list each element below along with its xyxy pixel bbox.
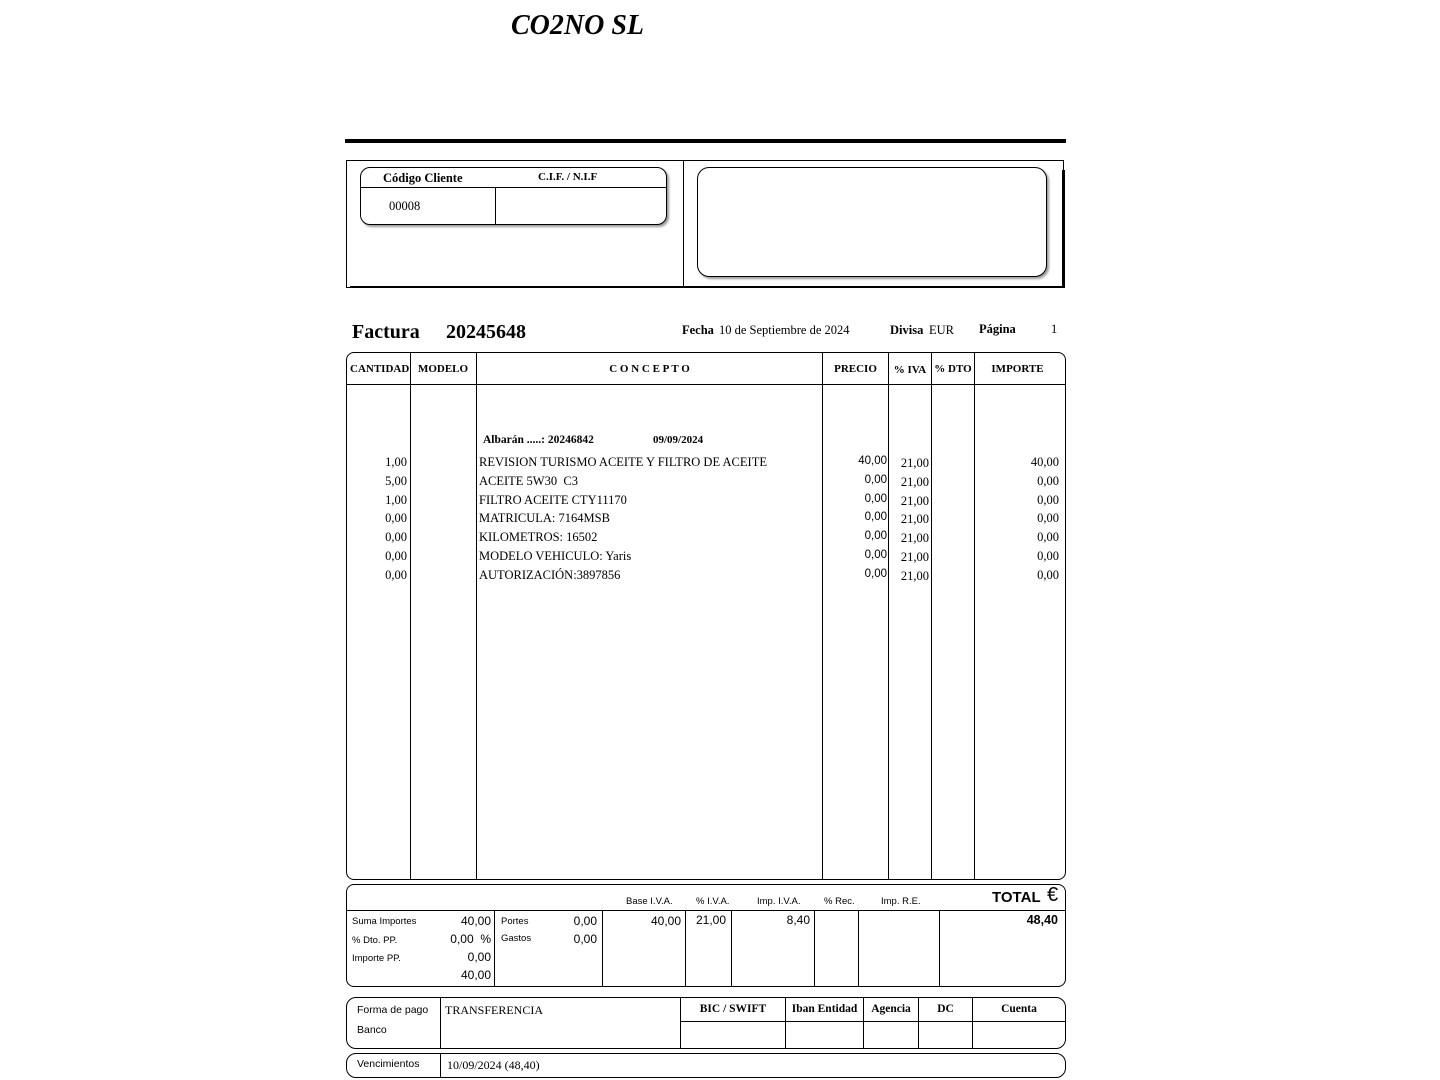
row-iva: 21,00 bbox=[900, 550, 929, 564]
imp-iva-label: Imp. I.V.A. bbox=[757, 896, 801, 907]
client-code-label: Código Cliente bbox=[383, 171, 463, 185]
date-label: Fecha bbox=[682, 323, 714, 337]
row-price: 0,00 bbox=[864, 474, 887, 486]
row-amount: 0,00 bbox=[1037, 511, 1059, 525]
row-amount: 0,00 bbox=[1037, 549, 1059, 563]
client-code-vdivider bbox=[495, 187, 496, 224]
date-value: 10 de Septiembre de 2024 bbox=[719, 323, 850, 337]
invoice-label: Factura bbox=[352, 321, 420, 343]
row-concept: ACEITE 5W30 C3 bbox=[479, 474, 578, 488]
dto-label: % Dto. PP. bbox=[352, 935, 398, 946]
row-iva: 21,00 bbox=[900, 569, 929, 583]
row-qty: 0,00 bbox=[385, 511, 407, 525]
items-table bbox=[346, 352, 1066, 880]
row-price: 0,00 bbox=[864, 530, 887, 542]
albaran-date: 09/09/2024 bbox=[653, 434, 704, 446]
client-section-divider bbox=[683, 160, 684, 288]
gastos-label: Gastos bbox=[501, 933, 532, 944]
row-price: 0,00 bbox=[864, 511, 887, 523]
client-code-divider bbox=[361, 187, 666, 188]
pct-iva-label: % I.V.A. bbox=[696, 896, 730, 907]
euro-icon: € bbox=[1047, 884, 1059, 906]
subtotal-value: 40,00 bbox=[460, 968, 491, 982]
forma-pago-value: TRANSFERENCIA bbox=[445, 1003, 544, 1017]
row-concept: REVISION TURISMO ACEITE Y FILTRO DE ACEITE bbox=[479, 455, 767, 469]
row-iva: 21,00 bbox=[900, 494, 929, 508]
vencimientos-label: Vencimientos bbox=[357, 1058, 420, 1070]
totals-divider-2 bbox=[602, 911, 603, 986]
address-box bbox=[697, 167, 1047, 277]
client-code-value: 00008 bbox=[389, 199, 421, 213]
row-iva: 21,00 bbox=[900, 531, 929, 545]
header-concepto: C O N C E P T O bbox=[609, 363, 690, 375]
row-iva: 21,00 bbox=[900, 512, 929, 526]
row-iva: 21,00 bbox=[900, 475, 929, 489]
header-iva: % IVA bbox=[893, 364, 927, 376]
imp-pp-label: Importe PP. bbox=[352, 953, 401, 964]
row-qty: 1,00 bbox=[385, 455, 407, 469]
base-iva-label: Base I.V.A. bbox=[626, 896, 673, 907]
row-concept: AUTORIZACIÓN:3897856 bbox=[479, 568, 621, 582]
totals-divider-1 bbox=[494, 911, 495, 986]
row-concept: MODELO VEHICULO: Yaris bbox=[479, 549, 632, 563]
gastos-value: 0,00 bbox=[573, 932, 597, 946]
portes-label: Portes bbox=[501, 916, 529, 927]
row-concept: MATRICULA: 7164MSB bbox=[479, 511, 610, 525]
header-modelo: MODELO bbox=[417, 363, 469, 375]
vencimientos-divider bbox=[440, 1054, 441, 1077]
company-name: CO2NO SL bbox=[511, 10, 645, 41]
dto-value: 0,00 % bbox=[450, 932, 491, 946]
row-amount: 40,00 bbox=[1030, 455, 1059, 469]
row-amount: 0,00 bbox=[1037, 474, 1059, 488]
imp-re-label: Imp. R.E. bbox=[881, 896, 921, 907]
agencia-label: Agencia bbox=[871, 1003, 911, 1015]
bic-label: BIC / SWIFT bbox=[699, 1003, 767, 1015]
total-value: 48,40 bbox=[1026, 913, 1058, 927]
iban-label: Iban Entidad bbox=[791, 1003, 858, 1015]
col-divider-6 bbox=[974, 353, 975, 879]
payment-divider-1 bbox=[440, 998, 441, 1048]
portes-value: 0,00 bbox=[573, 914, 597, 928]
invoice-number: 20245648 bbox=[446, 321, 526, 343]
imp-pp-value: 0,00 bbox=[467, 950, 491, 964]
bank-header-divider bbox=[680, 1021, 1065, 1022]
col-divider-3 bbox=[822, 353, 823, 879]
forma-pago-label: Forma de pago bbox=[357, 1004, 429, 1016]
row-qty: 0,00 bbox=[385, 530, 407, 544]
row-qty: 0,00 bbox=[385, 549, 407, 563]
suma-value: 40,00 bbox=[460, 914, 491, 928]
cuenta-label: Cuenta bbox=[1001, 1003, 1037, 1015]
totals-divider-7 bbox=[939, 911, 940, 986]
total-label: TOTAL bbox=[992, 889, 1041, 906]
vencimientos-value: 10/09/2024 (48,40) bbox=[447, 1058, 540, 1072]
col-divider-4 bbox=[888, 353, 889, 879]
client-section-shadow bbox=[1062, 170, 1065, 288]
totals-divider-4 bbox=[731, 911, 732, 986]
row-price: 40,00 bbox=[858, 455, 887, 467]
col-divider-2 bbox=[476, 353, 477, 879]
col-divider-1 bbox=[410, 353, 411, 879]
col-divider-5 bbox=[931, 353, 932, 879]
page-value: 1 bbox=[1051, 322, 1058, 336]
row-price: 0,00 bbox=[864, 493, 887, 505]
page-label: Página bbox=[979, 322, 1016, 336]
header-importe: IMPORTE bbox=[991, 363, 1044, 375]
row-qty: 0,00 bbox=[385, 568, 407, 582]
base-iva-value: 40,00 bbox=[650, 914, 681, 928]
totals-header-divider bbox=[347, 910, 1065, 911]
currency-label: Divisa bbox=[890, 323, 924, 337]
row-concept: FILTRO ACEITE CTY11170 bbox=[479, 493, 627, 507]
header-cantidad: CANTIDAD bbox=[350, 363, 410, 375]
row-price: 0,00 bbox=[864, 549, 887, 561]
banco-label: Banco bbox=[357, 1024, 387, 1036]
row-qty: 1,00 bbox=[385, 493, 407, 507]
imp-iva-value: 8,40 bbox=[786, 913, 810, 927]
totals-divider-6 bbox=[858, 911, 859, 986]
row-concept: KILOMETROS: 16502 bbox=[479, 530, 598, 544]
row-amount: 0,00 bbox=[1037, 530, 1059, 544]
row-amount: 0,00 bbox=[1037, 568, 1059, 582]
client-section-shadow-bottom bbox=[350, 286, 1065, 288]
totals-divider-3 bbox=[685, 911, 686, 986]
header-separator bbox=[345, 139, 1066, 143]
currency-value: EUR bbox=[929, 323, 954, 337]
cif-label: C.I.F. / N.I.F bbox=[538, 171, 598, 183]
pct-rec-label: % Rec. bbox=[824, 896, 855, 907]
row-price: 0,00 bbox=[864, 568, 887, 580]
albaran-label: Albarán .....: 20246842 bbox=[483, 434, 594, 446]
row-iva: 21,00 bbox=[900, 456, 929, 470]
pct-iva-value: 21,00 bbox=[696, 913, 727, 927]
dc-label: DC bbox=[937, 1003, 954, 1015]
totals-divider-5 bbox=[814, 911, 815, 986]
items-header-divider bbox=[347, 384, 1065, 385]
suma-label: Suma Importes bbox=[352, 916, 417, 927]
row-amount: 0,00 bbox=[1037, 493, 1059, 507]
header-dto: % DTO bbox=[934, 363, 972, 375]
row-qty: 5,00 bbox=[385, 474, 407, 488]
header-precio: PRECIO bbox=[834, 363, 877, 375]
